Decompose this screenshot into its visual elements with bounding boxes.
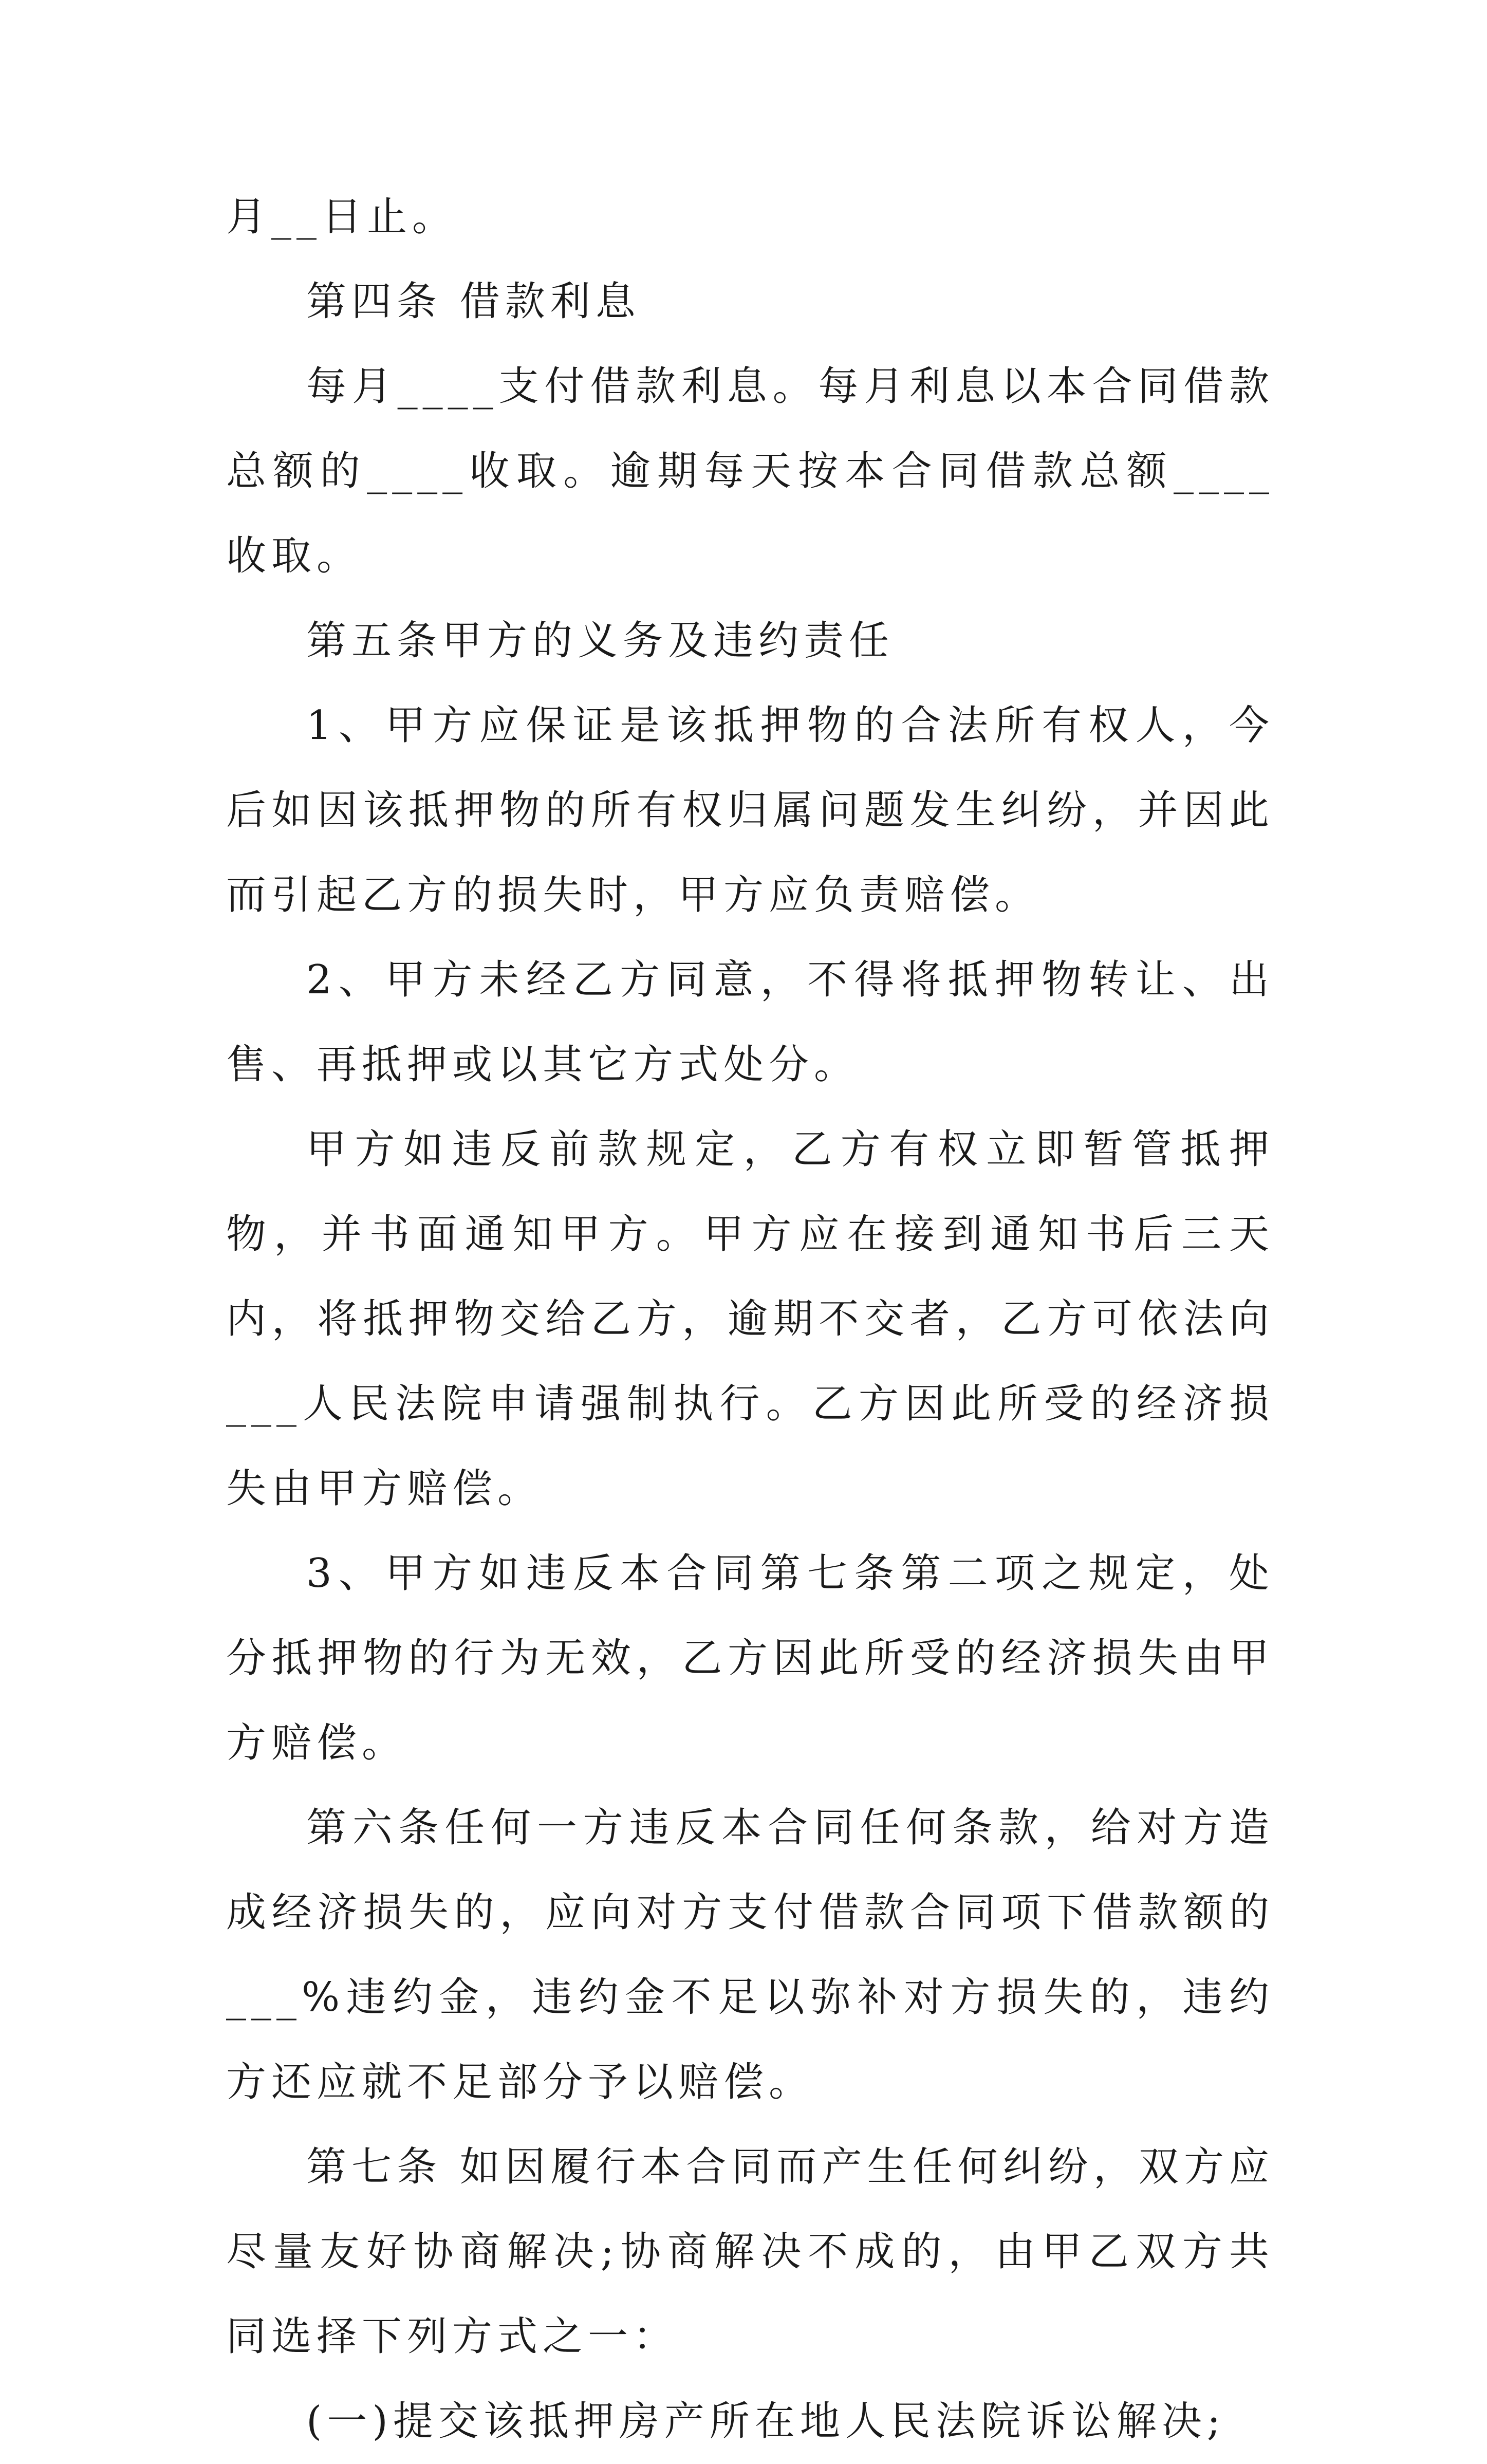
article-7-option-1: (一)提交该抵押房产所在地人民法院诉讼解决;	[306, 2398, 1226, 2444]
article-4-body: 每月____支付借款利息。每月利息以本合同借款总额的____收取。逾期每天按本合同借款总额____收取。	[226, 363, 1274, 579]
article-5-title: 第五条甲方的义务及违约责任	[306, 618, 895, 664]
paragraph-continuation: 月__日止。	[226, 194, 458, 240]
article-5-item-2-remedy: 甲方如违反前款规定，乙方有权立即暂管抵押物，并书面通知甲方。甲方应在接到通知书后三天内，将抵押物交给乙方，逾期不交者，乙方可依法向___人民法院申请强制执行。乙方因此所受的经济损失由甲方赔偿。	[226, 1126, 1274, 1512]
document-body	[226, 175, 1274, 2464]
article-5-item-2: 2、甲方未经乙方同意，不得将抵押物转让、出售、再抵押或以其它方式处分。	[226, 957, 1274, 1088]
article-4-title: 第四条 借款利息	[306, 279, 641, 325]
article-5-item-3: 3、甲方如违反本合同第七条第二项之规定，处分抵押物的行为无效，乙方因此所受的经济损失由甲方赔偿。	[226, 1550, 1274, 1766]
article-5-item-1: 1、甲方应保证是该抵押物的合法所有权人，今后如因该抵押物的所有权归属问题发生纠纷，并因此而引起乙方的损失时，甲方应负责赔偿。	[226, 702, 1274, 918]
article-7: 第七条 如因履行本合同而产生任何纠纷，双方应尽量友好协商解决;协商解决不成的，由甲乙双方共同选择下列方式之一：	[226, 2144, 1274, 2360]
article-6: 第六条任何一方违反本合同任何条款，给对方造成经济损失的，应向对方支付借款合同项下借款额的___%违约金，违约金不足以弥补对方损失的，违约方还应就不足部分予以赔偿。	[226, 1805, 1274, 2105]
